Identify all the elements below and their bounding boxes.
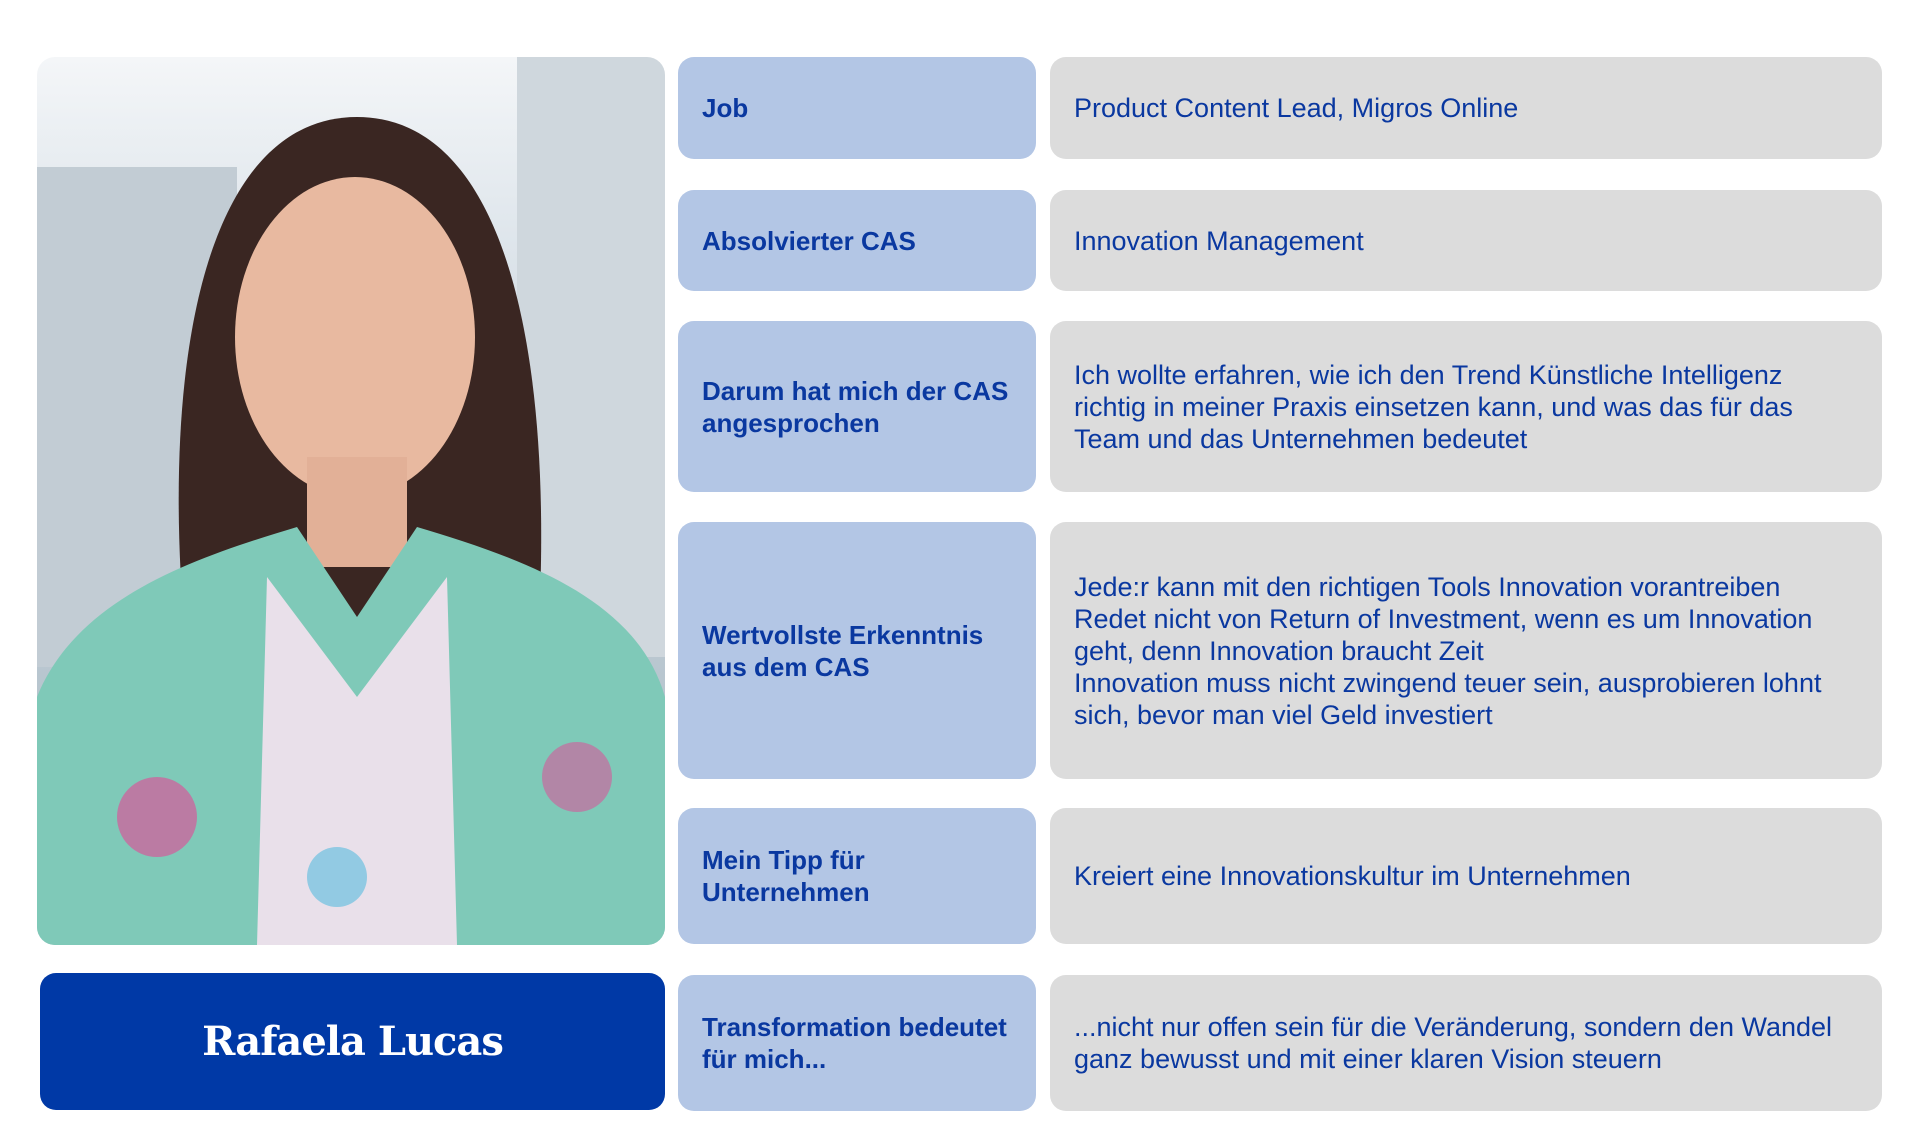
value-line: Innovation Management	[1074, 225, 1364, 256]
value-line: Innovation muss nicht zwingend teuer sein, ausprobieren lohnt sich, bevor man viel Geld investiert	[1074, 667, 1822, 730]
row-label: Wertvollste Erkenntnis aus dem CAS	[678, 522, 1036, 779]
value-line: Kreiert eine Innovationskultur im Unternehmen	[1074, 861, 1631, 891]
row-label: Job	[678, 57, 1036, 159]
value-line: Redet nicht von Return of Investment, wenn es um Innovation geht, denn Innovation braucht Zeit	[1074, 603, 1813, 666]
row-label: Mein Tipp für Unternehmen	[678, 808, 1036, 944]
portrait-photo	[37, 57, 665, 945]
info-row-insight	[678, 522, 1882, 779]
row-value	[1050, 975, 1882, 1111]
row-label: Transformation bedeutet für mich...	[678, 975, 1036, 1111]
row-label: Absolvierter CAS	[678, 190, 1036, 291]
info-row-job	[678, 57, 1882, 159]
value-line: Jede:r kann mit den richtigen Tools Innovation vorantreiben	[1074, 571, 1781, 602]
row-value	[1050, 522, 1882, 779]
info-row-transformation	[678, 975, 1882, 1111]
person-name: Rafaela Lucas	[40, 973, 665, 1110]
info-row-cas	[678, 190, 1882, 291]
value-line: Product Content Lead, Migros Online	[1074, 93, 1519, 123]
info-row-tip	[678, 808, 1882, 944]
row-value	[1050, 808, 1882, 944]
value-line: ...nicht nur offen sein für die Veränderung, sondern den Wandel ganz bewusst und mit einer klaren Vision steuern	[1074, 1012, 1833, 1074]
value-line: Ich wollte erfahren, wie ich den Trend Künstliche Intelligenz richtig in meiner Praxis einsetzen kann, und was das für das Team und das Unternehmen bedeutet	[1074, 359, 1793, 454]
row-value	[1050, 190, 1882, 291]
row-label: Darum hat mich der CAS angesprochen	[678, 321, 1036, 492]
row-value	[1050, 57, 1882, 159]
row-value	[1050, 321, 1882, 492]
info-row-motivation	[678, 321, 1882, 492]
